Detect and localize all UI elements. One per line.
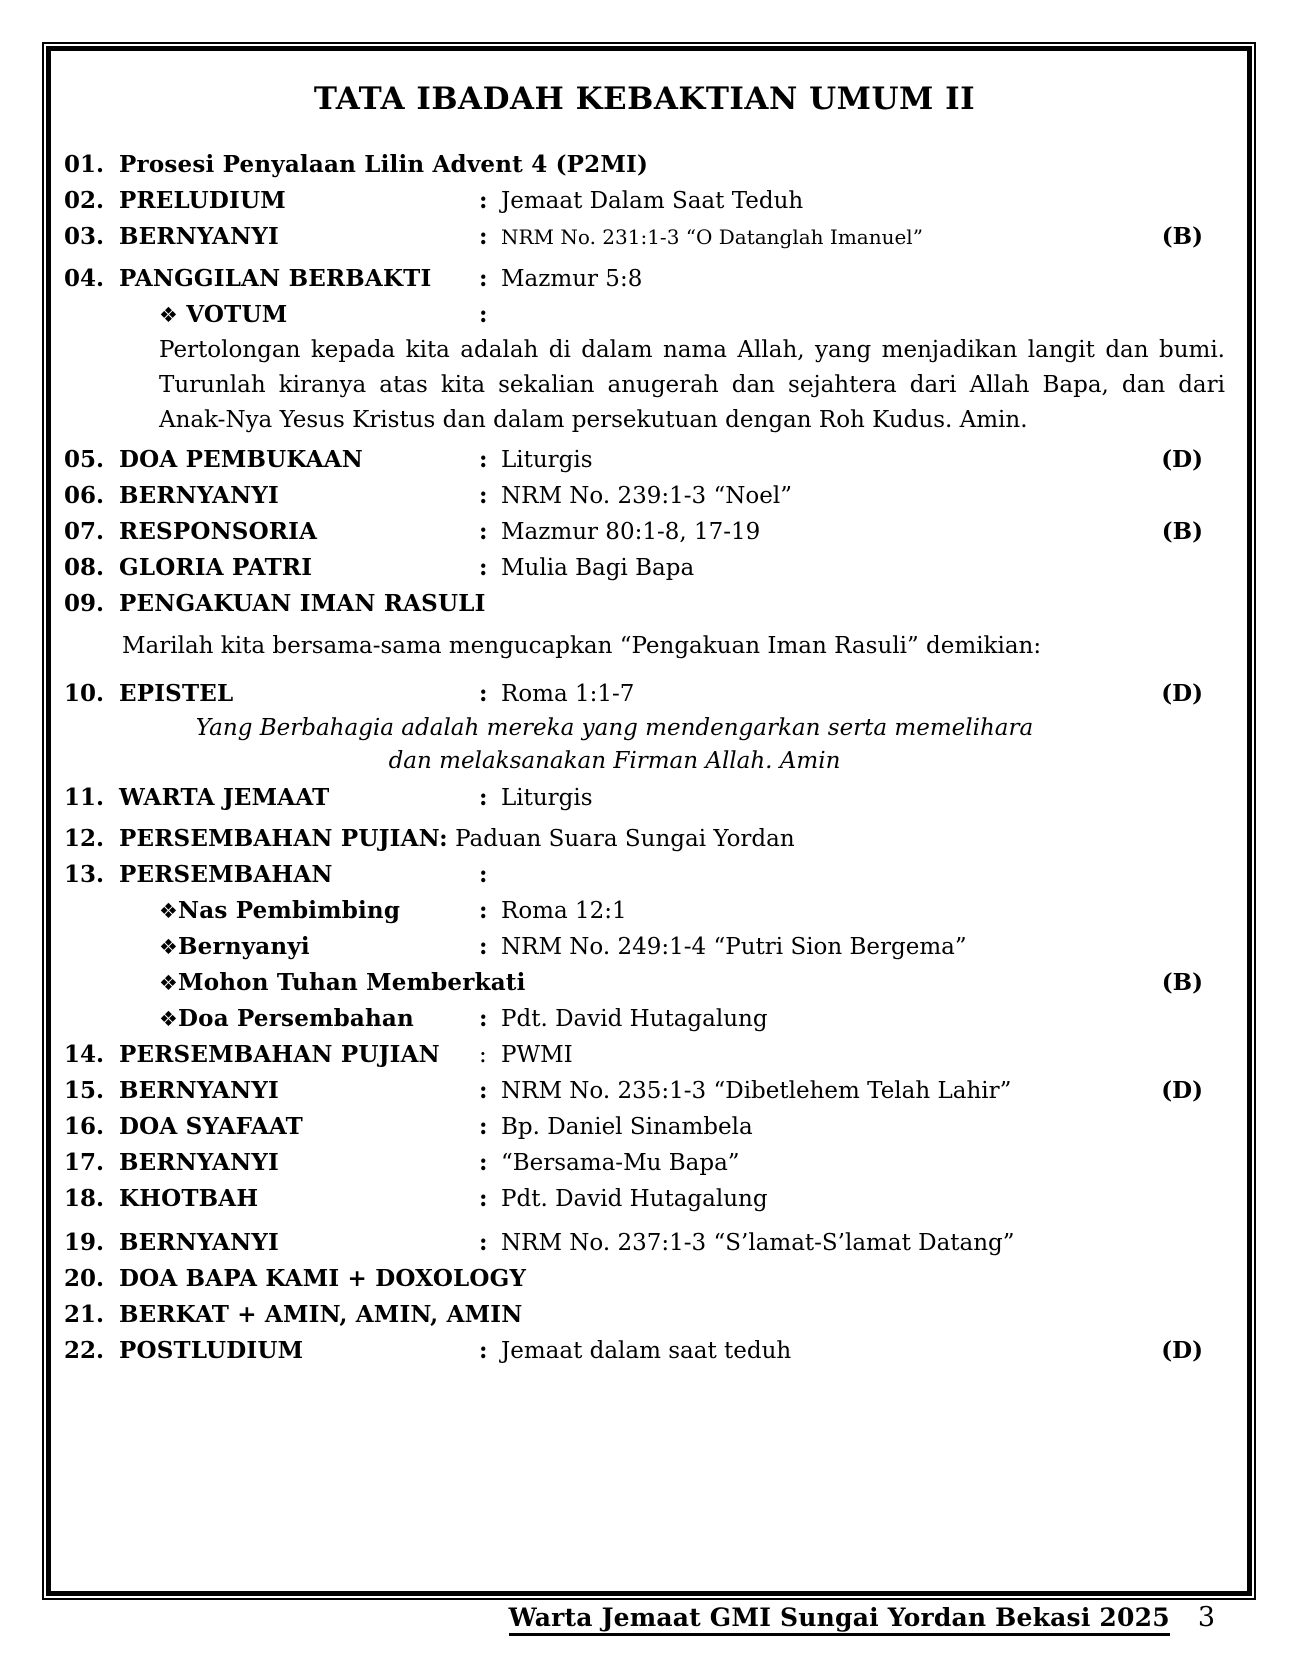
- item-label: BERNYANYI: [119, 482, 279, 509]
- footer-page-number: 3: [1197, 1602, 1215, 1633]
- item-label: BERNYANYI: [119, 1229, 279, 1256]
- footer-bulletin-title: Warta Jemaat GMI Sungai Yordan Bekasi 2025: [509, 1603, 1170, 1636]
- item-number: 19.: [64, 1229, 105, 1256]
- responder-marker: (D): [1161, 1077, 1203, 1104]
- item-number: 20.: [64, 1265, 105, 1292]
- item-label: BERNYANYI: [119, 1149, 279, 1176]
- item-number: 01.: [64, 151, 105, 178]
- item-label: ❖Nas Pembimbing: [159, 897, 401, 924]
- colon-separator: :: [479, 933, 488, 960]
- colon-separator: :: [479, 223, 488, 250]
- responder-marker: (B): [1161, 518, 1203, 545]
- item-label: ❖Doa Persembahan: [159, 1005, 414, 1032]
- liturgy-item-09: [64, 586, 1225, 622]
- responder-marker: (B): [1161, 969, 1203, 996]
- item-number: 16.: [64, 1113, 105, 1140]
- item-number: 12.: [64, 825, 105, 852]
- liturgy-item-04: [64, 261, 1225, 297]
- item-value: Pdt. David Hutagalung: [501, 1006, 768, 1032]
- liturgy-item-05: [64, 442, 1225, 478]
- responder-marker: (D): [1161, 1337, 1203, 1364]
- liturgy-subitem-mohon-tuhan-memberkati: [64, 965, 1225, 1001]
- item-number: 03.: [64, 223, 105, 250]
- item-label: ❖ VOTUM: [159, 301, 288, 328]
- item-label: PRELUDIUM: [119, 187, 286, 214]
- item-value: Pdt. David Hutagalung: [501, 1186, 768, 1212]
- item-label: EPISTEL: [119, 680, 234, 707]
- item-number: 15.: [64, 1077, 105, 1104]
- epistel-verse: [64, 712, 1225, 778]
- colon-separator: :: [479, 265, 488, 292]
- item-number: 22.: [64, 1337, 105, 1364]
- item-label: PERSEMBAHAN PUJIAN: [119, 1041, 440, 1068]
- item-value: PWMI: [501, 1042, 573, 1068]
- colon-separator: :: [479, 446, 488, 473]
- liturgy-item-16: [64, 1109, 1225, 1145]
- liturgy-item-17: [64, 1145, 1225, 1181]
- liturgy-item-02: [64, 183, 1225, 219]
- item-value: Mazmur 5:8: [501, 266, 643, 292]
- item-value: NRM No. 235:1-3 “Dibetlehem Telah Lahir”: [501, 1078, 1012, 1104]
- page-title: TATA IBADAH KEBAKTIAN UMUM II: [313, 81, 976, 117]
- item-number: 11.: [64, 784, 105, 811]
- liturgy-item-12: [64, 821, 1225, 857]
- verse-line: Yang Berbahagia adalah mereka yang mendengarkan serta memelihara: [195, 715, 1034, 741]
- diamond-icon: ❖: [159, 971, 179, 995]
- item-value: Roma 12:1: [501, 898, 627, 924]
- liturgy-subitem-nas-pembimbing: [64, 893, 1225, 929]
- item-label: PERSEMBAHAN: [119, 861, 333, 888]
- colon-separator: :: [479, 1005, 488, 1032]
- colon-separator: :: [479, 861, 488, 888]
- item-value: Bp. Daniel Sinambela: [501, 1114, 753, 1140]
- colon-separator: :: [479, 897, 488, 924]
- colon-separator: :: [479, 187, 488, 214]
- diamond-icon: ❖: [159, 1007, 179, 1031]
- item-label: PANGGILAN BERBAKTI: [119, 265, 432, 292]
- congregation-note: Marilah kita bersama-sama mengucapkan “Pengakuan Iman Rasuli” demikian:: [122, 633, 1042, 659]
- liturgy-item-01: [64, 147, 1225, 183]
- item-label: BERKAT + AMIN, AMIN, AMIN: [119, 1301, 523, 1328]
- item-value: NRM No. 237:1-3 “S’lamat-S’lamat Datang”: [501, 1230, 1015, 1256]
- item-label: BERNYANYI: [119, 223, 279, 250]
- colon-separator: :: [479, 554, 488, 581]
- liturgy-subitem-votum: [64, 297, 1225, 333]
- item-value: NRM No. 231:1-3 “O Datanglah Imanuel”: [501, 225, 923, 249]
- liturgy-item-22: [64, 1333, 1225, 1369]
- verse-line: dan melaksanakan Firman Allah. Amin: [388, 748, 841, 774]
- diamond-icon: ❖: [159, 935, 179, 959]
- item-label: Prosesi Penyalaan Lilin Advent 4 (P2MI): [119, 151, 649, 178]
- colon-separator: :: [479, 301, 488, 328]
- liturgy-item-14: [64, 1037, 1225, 1073]
- item-label: BERNYANYI: [119, 1077, 279, 1104]
- liturgy-item-19: [64, 1225, 1225, 1261]
- page-footer: [0, 1602, 1300, 1633]
- liturgy-item-10: [64, 676, 1225, 712]
- item-label: ❖Mohon Tuhan Memberkati: [159, 969, 526, 996]
- colon-separator: :: [479, 482, 488, 509]
- item-number: 05.: [64, 446, 105, 473]
- item-value: Jemaat dalam saat teduh: [501, 1338, 792, 1364]
- item-label: PERSEMBAHAN PUJIAN:: [119, 825, 448, 852]
- responder-marker: (D): [1161, 680, 1203, 707]
- liturgy-item-20: [64, 1261, 1225, 1297]
- item-number: 18.: [64, 1185, 105, 1212]
- liturgy-item-21: [64, 1297, 1225, 1333]
- item-value: Paduan Suara Sungai Yordan: [455, 826, 795, 852]
- item-number: 17.: [64, 1149, 105, 1176]
- item-value: NRM No. 249:1-4 “Putri Sion Bergema”: [501, 934, 967, 960]
- item-label: ❖Bernyanyi: [159, 933, 310, 960]
- liturgy-item-06: [64, 478, 1225, 514]
- item-number: 21.: [64, 1301, 105, 1328]
- diamond-icon: ❖: [159, 303, 179, 327]
- colon-separator: :: [479, 1337, 488, 1364]
- item-label: WARTA JEMAAT: [119, 784, 330, 811]
- colon-separator: :: [479, 1113, 488, 1140]
- item-number: 07.: [64, 518, 105, 545]
- colon-separator: :: [479, 518, 488, 545]
- item-value: “Bersama-Mu Bapa”: [501, 1150, 740, 1176]
- item-label: RESPONSORIA: [119, 518, 318, 545]
- item-number: 02.: [64, 187, 105, 214]
- colon-separator: :: [479, 1077, 488, 1104]
- item-label: DOA BAPA KAMI + DOXOLOGY: [119, 1265, 527, 1292]
- responder-marker: (B): [1161, 223, 1203, 250]
- item-label: DOA PEMBUKAAN: [119, 446, 363, 473]
- item-value: Jemaat Dalam Saat Teduh: [501, 188, 804, 214]
- liturgy-item-07: [64, 514, 1225, 550]
- item-label: KHOTBAH: [119, 1185, 259, 1212]
- item-label: GLORIA PATRI: [119, 554, 313, 581]
- liturgy-list: [64, 147, 1225, 1369]
- item-label: POSTLUDIUM: [119, 1337, 304, 1364]
- liturgy-item-13: [64, 857, 1225, 893]
- item-label: DOA SYAFAAT: [119, 1113, 303, 1140]
- item-value: Mazmur 80:1-8, 17-19: [501, 519, 761, 545]
- item-label: PENGAKUAN IMAN RASULI: [119, 590, 486, 617]
- item-number: 04.: [64, 265, 105, 292]
- item-value: Liturgis: [501, 447, 593, 473]
- liturgy-subitem-bernyanyi: [64, 929, 1225, 965]
- colon-separator: :: [479, 1185, 488, 1212]
- liturgy-item-18: [64, 1181, 1225, 1217]
- colon-separator: :: [479, 1042, 487, 1068]
- item-number: 08.: [64, 554, 105, 581]
- item-number: 06.: [64, 482, 105, 509]
- item-number: 14.: [64, 1041, 105, 1068]
- votum-paragraph: Pertolongan kepada kita adalah di dalam nama Allah, yang menjadikan langit dan bumi. Turunlah kiranya atas kita sekalian anugerah dan sejahtera dari Allah Bapa, dan dari Anak-Nya Yesus Kristus dan dalam persekutuan dengan Roh Kudus. Amin.: [159, 337, 1225, 433]
- liturgy-item-08: [64, 550, 1225, 586]
- item-number: 10.: [64, 680, 105, 707]
- liturgy-item-11: [64, 780, 1225, 816]
- outer-border-frame: [42, 42, 1256, 1600]
- item-value: NRM No. 239:1-3 “Noel”: [501, 483, 792, 509]
- inner-border-frame: [46, 46, 1252, 1596]
- item-value: Mulia Bagi Bapa: [501, 555, 695, 581]
- item-value: Roma 1:1-7: [501, 681, 635, 707]
- item-number: 09.: [64, 590, 105, 617]
- liturgy-item-03: [64, 219, 1225, 255]
- item-number: 13.: [64, 861, 105, 888]
- liturgy-item-15: [64, 1073, 1225, 1109]
- colon-separator: :: [479, 680, 488, 707]
- colon-separator: :: [479, 1149, 488, 1176]
- item-value: Liturgis: [501, 785, 593, 811]
- responder-marker: (D): [1161, 446, 1203, 473]
- colon-separator: :: [479, 784, 488, 811]
- liturgy-subitem-doa-persembahan: [64, 1001, 1225, 1037]
- colon-separator: :: [479, 1229, 488, 1256]
- diamond-icon: ❖: [159, 899, 179, 923]
